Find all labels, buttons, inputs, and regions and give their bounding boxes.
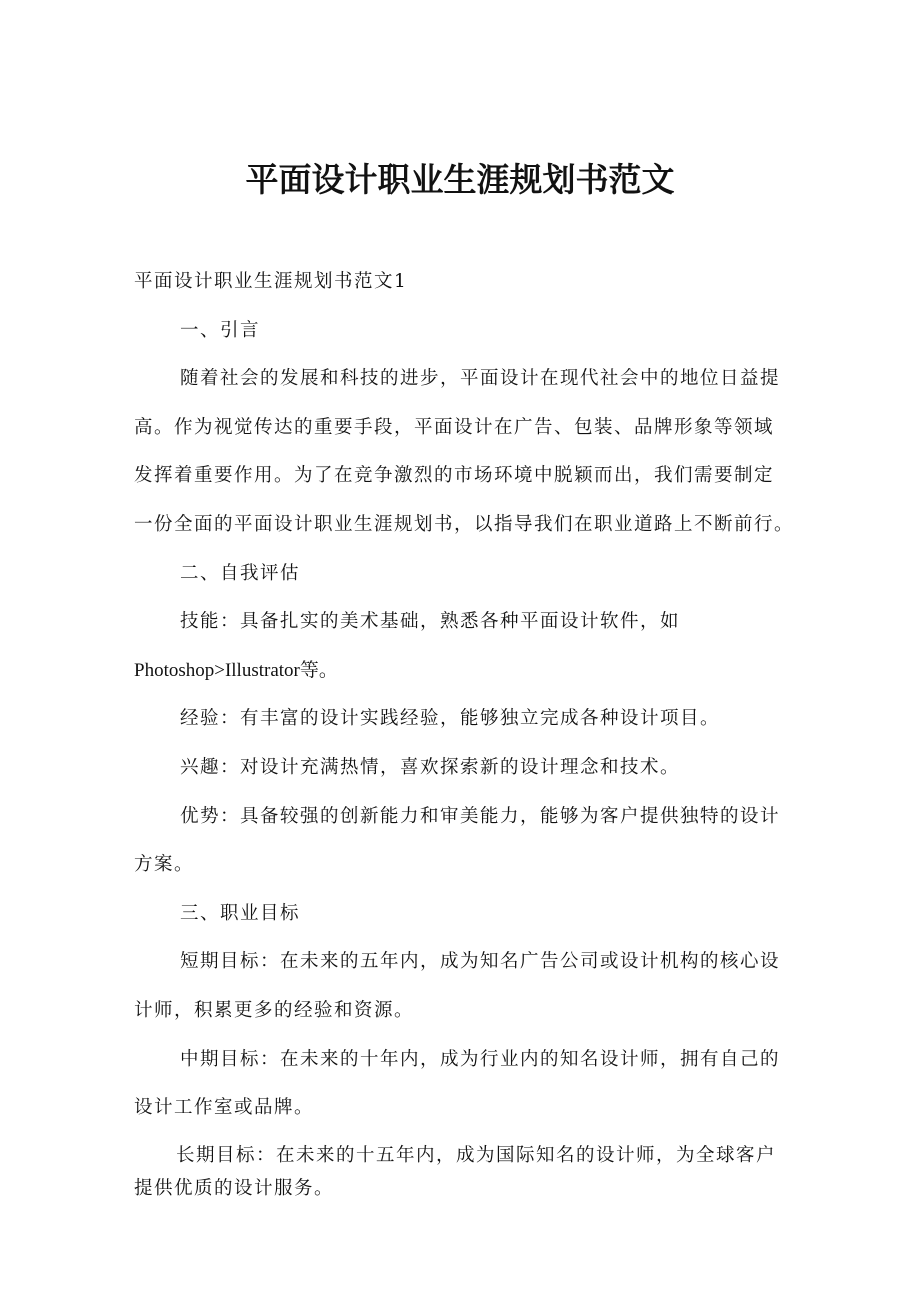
paragraph-line: 中期目标：在未来的十年内，成为行业内的知名设计师，拥有自己的	[180, 1048, 781, 1070]
subsection-heading: 一、引言	[180, 319, 261, 341]
subsection-heading: 三、职业目标	[180, 902, 301, 924]
paragraph-line: 随着社会的发展和科技的进步，平面设计在现代社会中的地位日益提	[180, 368, 781, 390]
document-body	[134, 258, 795, 1203]
paragraph-line: 兴趣：对设计充满热情，喜欢探索新的设计理念和技术。	[180, 756, 681, 778]
paragraph-line: 长期目标：在未来的十五年内，成为国际知名的设计师，为全球客户	[176, 1144, 777, 1166]
paragraph-line: 优势：具备较强的创新能力和审美能力，能够为客户提供独特的设计	[180, 805, 781, 827]
paragraph-line: 一份全面的平面设计职业生涯规划书，以指导我们在职业道路上不断前行。	[134, 513, 795, 535]
paragraph-line: 短期目标：在未来的五年内，成为知名广告公司或设计机构的核心设	[180, 951, 781, 973]
paragraph-line: 发挥着重要作用。为了在竞争激烈的市场环境中脱颖而出，我们需要制定	[134, 465, 775, 487]
paragraph-line: 经验：有丰富的设计实践经验，能够独立完成各种设计项目。	[180, 708, 721, 730]
paragraph-line: 方案。	[134, 854, 195, 876]
subsection-heading: 二、自我评估	[180, 562, 301, 584]
paragraph-line: 高。作为视觉传达的重要手段，平面设计在广告、包装、品牌形象等领域	[134, 416, 775, 438]
paragraph-line: 技能：具备扎实的美术基础，熟悉各种平面设计软件，如	[180, 611, 681, 633]
section-heading: 平面设计职业生涯规划书范文1	[134, 271, 408, 292]
paragraph-line: Photoshop>Illustrator等。	[134, 659, 338, 681]
paragraph-line: 计师，积累更多的经验和资源。	[134, 999, 415, 1021]
paragraph-line: 设计工作室或品牌。	[134, 1097, 315, 1119]
document-title: 平面设计职业生涯规划书范文	[245, 160, 675, 199]
paragraph-line: 提供优质的设计服务。	[134, 1177, 335, 1199]
